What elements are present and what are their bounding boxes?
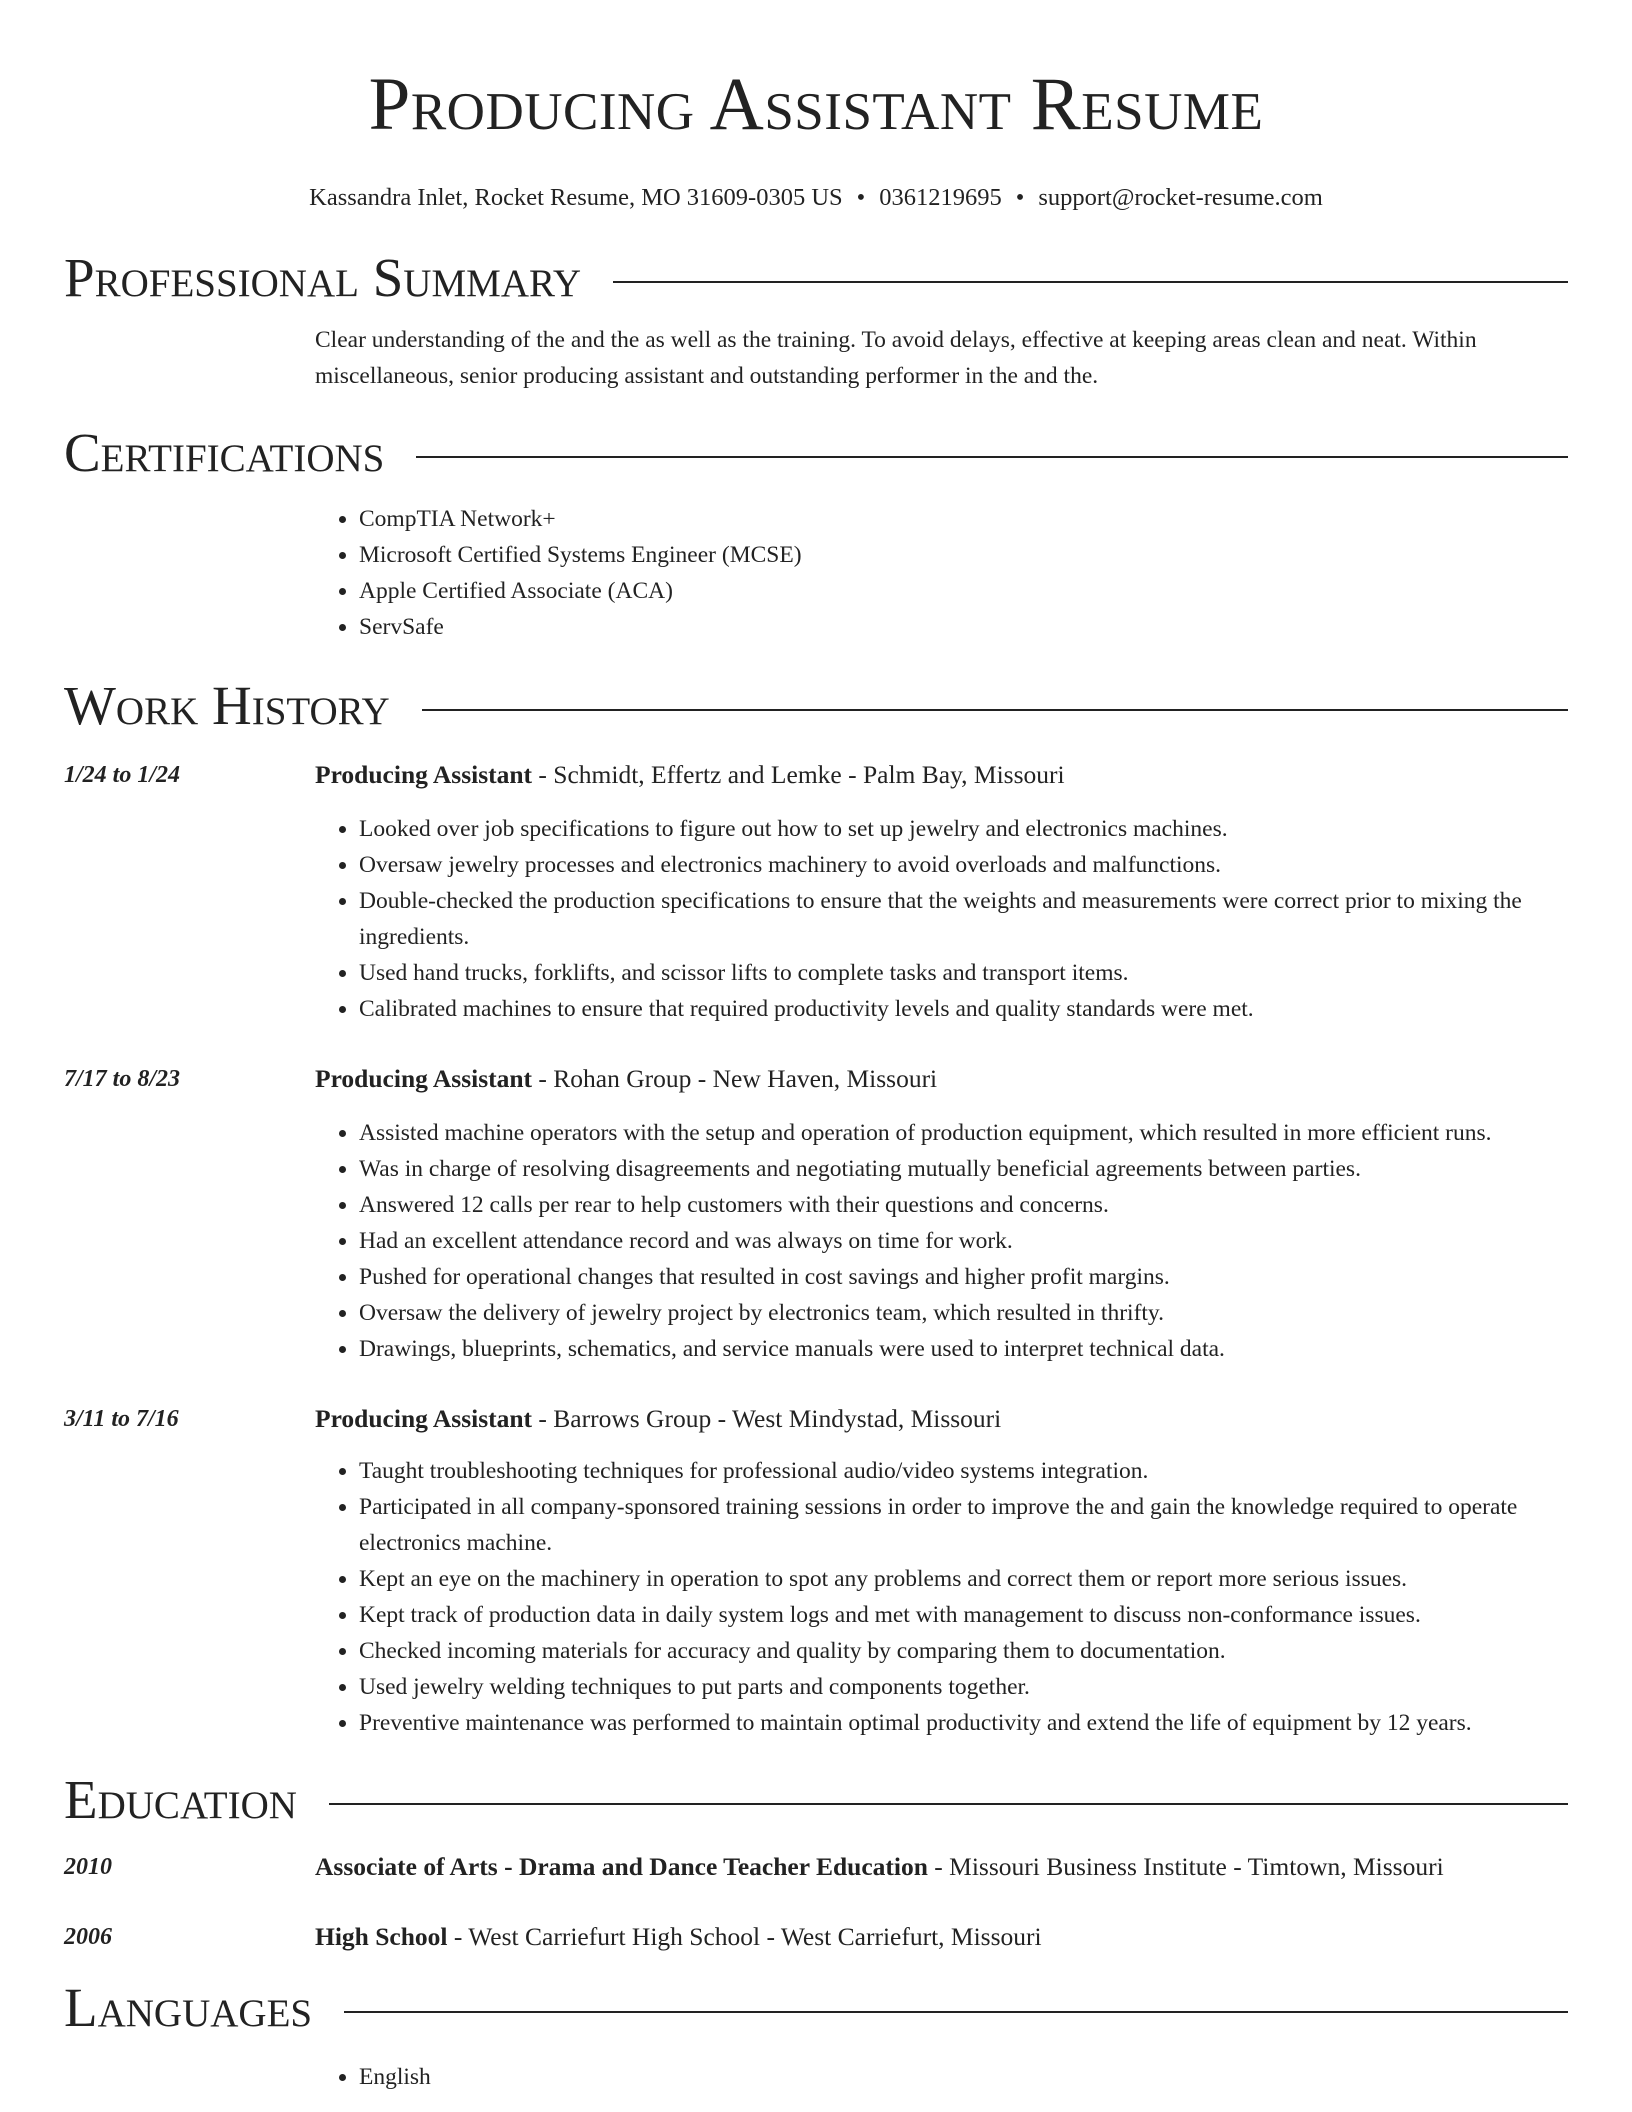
contact-separator: • [856,184,866,211]
job-bullets [315,811,1568,1027]
job-bullets-wrap [315,1115,1568,1367]
job-employer: - Schmidt, Effertz and Lemke - Palm Bay, Missouri [532,760,1065,789]
section-divider [422,709,1568,711]
job-bullet: • Looked over job specifications to figure out how to set up jewelry and electronics machines. [359,811,1568,847]
job-date: 1/24 to 1/24 [64,762,181,788]
languages-list [315,2059,1568,2095]
certification-item: • CompTIA Network+ [359,501,1568,537]
job-headline [315,1061,1568,1097]
job-bullet: • Preventive maintenance was performed to maintain optimal productivity and extend the life of equipment by 12 years. [359,1705,1568,1741]
job-employer: - Rohan Group - New Haven, Missouri [532,1064,938,1093]
job-employer: - Barrows Group - West Mindystad, Missouri [532,1404,1002,1433]
job-entry [64,1401,1568,1741]
job-title: Producing Assistant [315,1064,533,1093]
job-bullet: • Kept track of production data in daily system logs and met with management to discuss non-conformance issues. [359,1597,1568,1633]
certifications-list [315,501,1568,645]
section-work-history [64,673,1568,1741]
job-bullet: • Double-checked the production specifications to ensure that the weights and measurements were correct prior to mixing the ingredients. [359,883,1568,955]
section-title-languages: Languages [64,1977,313,2038]
job-headline [315,1401,1568,1437]
education-degree: Associate of Arts - Drama and Dance Teacher Education [315,1852,928,1881]
section-certifications [64,420,1568,645]
job-bullet: • Assisted machine operators with the setup and operation of production equipment, which resulted in more efficient runs. [359,1115,1568,1151]
section-divider [613,281,1568,283]
education-headline [315,1919,1568,1955]
section-title-certifications: Certifications [64,422,385,483]
job-date: 3/11 to 7/16 [64,1406,179,1432]
job-bullet: • Checked incoming materials for accuracy and quality by comparing them to documentation. [359,1633,1568,1669]
section-heading [64,1975,1568,2041]
education-headline [315,1849,1568,1885]
education-school: - Missouri Business Institute - Timtown, Missouri [927,1852,1444,1881]
language-item: • English [359,2059,1568,2095]
job-bullet: • Used jewelry welding techniques to put parts and components together. [359,1669,1568,1705]
job-bullet: • Answered 12 calls per rear to help customers with their questions and concerns. [359,1187,1568,1223]
job-bullet: • Kept an eye on the machinery in operation to spot any problems and correct them or report more serious issues. [359,1561,1568,1597]
contact-address: Kassandra Inlet, Rocket Resume, MO 31609-0305 US [309,184,843,211]
certification-item: • Microsoft Certified Systems Engineer (MCSE) [359,537,1568,573]
job-bullet: • Used hand trucks, forklifts, and scissor lifts to complete tasks and transport items. [359,955,1568,991]
job-bullet: • Pushed for operational changes that resulted in cost savings and higher profit margins. [359,1259,1568,1295]
certification-item: • ServSafe [359,609,1568,645]
education-degree: High School [315,1922,448,1951]
job-bullet: • Had an excellent attendance record and was always on time for work. [359,1223,1568,1259]
section-divider [329,1803,1568,1805]
section-divider [344,2011,1568,2013]
contact-email: support@rocket-resume.com [1038,184,1323,211]
job-bullets [315,1115,1568,1367]
languages-list-wrap [315,2059,1568,2095]
job-bullet: • Drawings, blueprints, schematics, and service manuals were used to interpret technical data. [359,1331,1568,1367]
job-headline [315,757,1568,793]
education-entry [64,1919,1568,1955]
contact-line [64,183,1568,213]
job-bullet: • Oversaw the delivery of jewelry project by electronics team, which resulted in thrifty. [359,1295,1568,1331]
section-heading [64,245,1568,311]
certifications-list-wrap [315,501,1568,645]
job-bullet: • Oversaw jewelry processes and electronics machinery to avoid overloads and malfunctions. [359,847,1568,883]
job-bullet: • Participated in all company-sponsored training sessions in order to improve the and gain the knowledge required to operate electronics machine. [359,1489,1568,1561]
education-date: 2010 [64,1854,112,1880]
job-entry [64,757,1568,1027]
section-title-work-history: Work History [64,675,390,736]
contact-phone: 0361219695 [879,184,1002,211]
section-title-summary: Professional Summary [64,247,582,308]
job-title: Producing Assistant [315,1404,533,1433]
section-heading [64,1767,1568,1833]
resume-page [64,0,1568,2095]
job-bullet: • Calibrated machines to ensure that required productivity levels and quality standards were met. [359,991,1568,1027]
section-title-education: Education [64,1769,297,1830]
job-bullets [315,1453,1568,1741]
education-school: - West Carriefurt High School - West Carriefurt, Missouri [447,1922,1042,1951]
education-date: 2006 [64,1924,112,1950]
job-date: 7/17 to 8/23 [64,1066,181,1092]
section-languages [64,1975,1568,2095]
summary-text: Clear understanding of the and the as well as the training. To avoid delays, effective at keeping areas clean and neat. Within miscellaneous, senior producing assistant and outstanding performer in the and the. [315,327,1477,389]
job-bullets-wrap [315,1453,1568,1741]
contact-separator: • [1015,184,1025,211]
section-divider [416,456,1568,458]
job-bullets-wrap [315,811,1568,1027]
job-bullet: • Was in charge of resolving disagreements and negotiating mutually beneficial agreements between parties. [359,1151,1568,1187]
section-education [64,1767,1568,1955]
job-entry [64,1061,1568,1367]
resume-title: Producing Assistant Resume [368,63,1264,146]
section-summary [64,245,1568,394]
job-bullet: • Taught troubleshooting techniques for professional audio/video systems integration. [359,1453,1568,1489]
section-heading [64,420,1568,486]
education-entry [64,1849,1568,1885]
job-title: Producing Assistant [315,760,533,789]
section-heading [64,673,1568,739]
certification-item: • Apple Certified Associate (ACA) [359,573,1568,609]
